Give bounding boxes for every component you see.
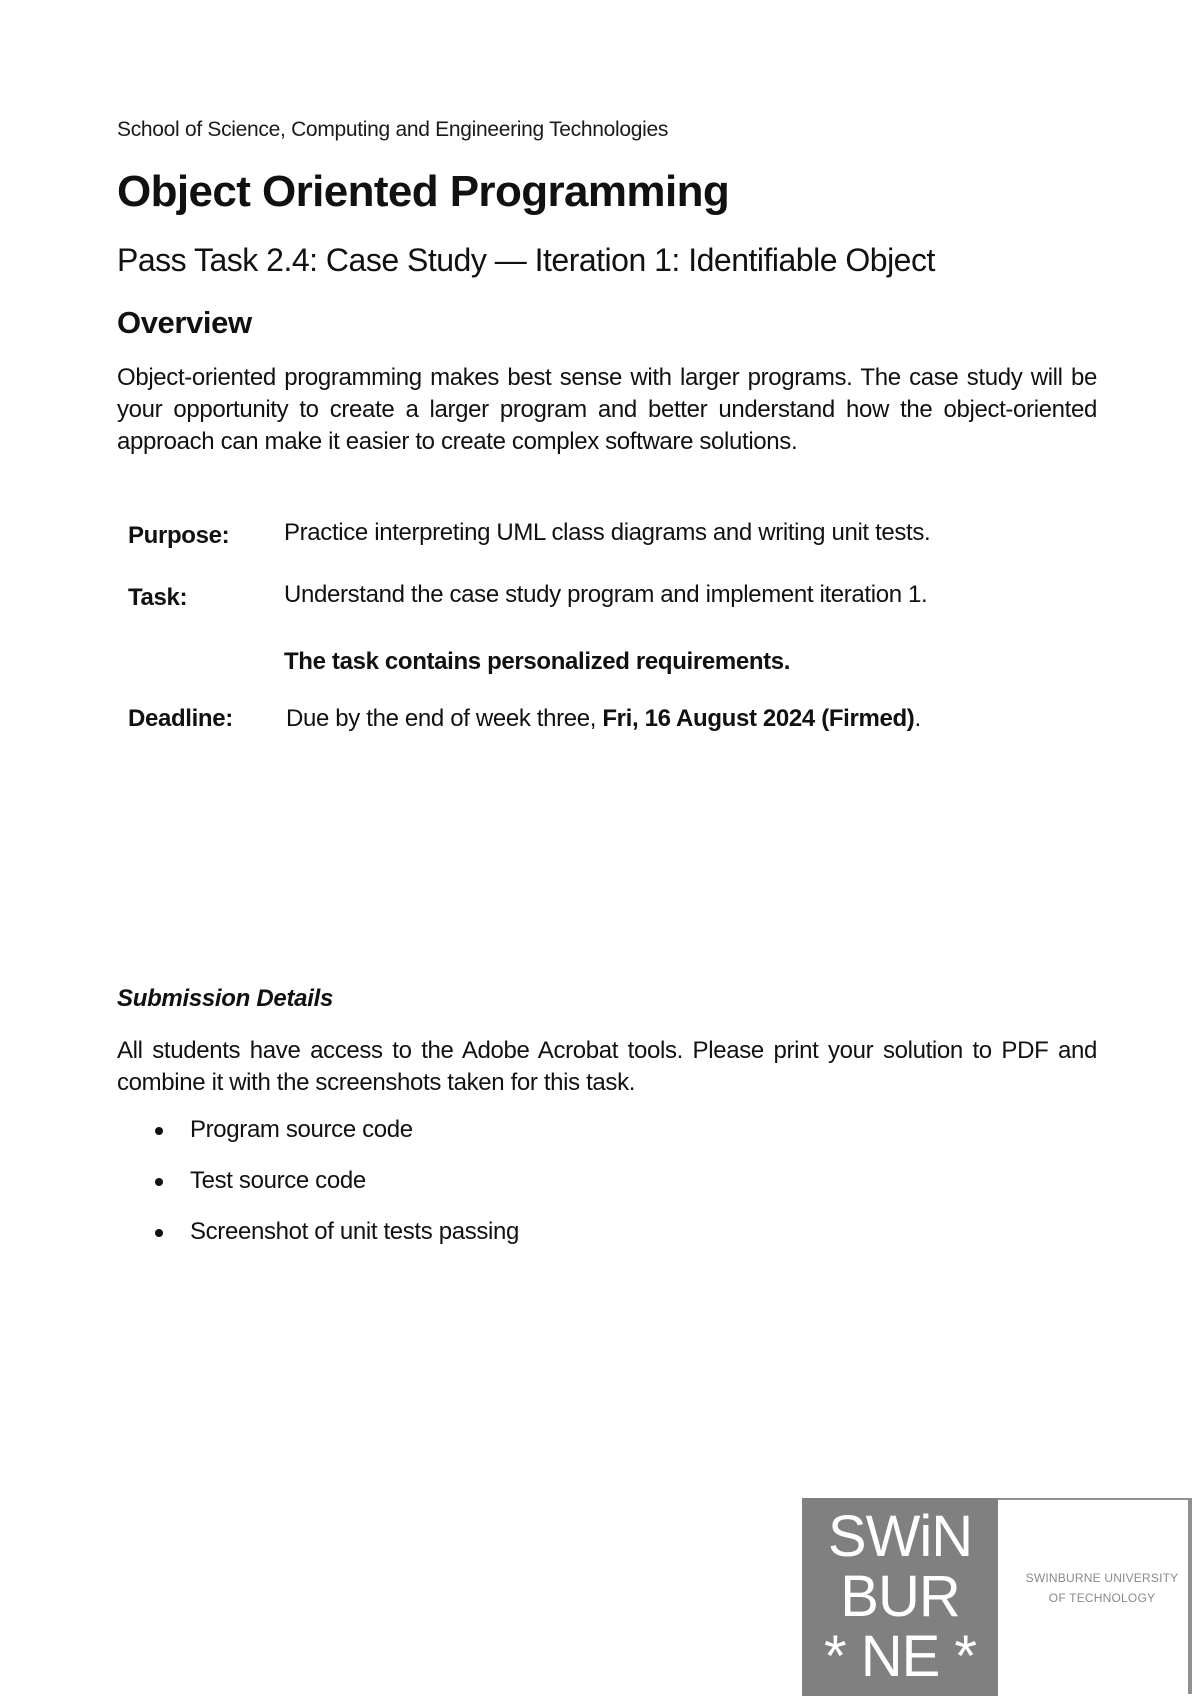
logo-caption-line: OF TECHNOLOGY xyxy=(1048,1591,1156,1605)
deadline-suffix: . xyxy=(914,705,921,732)
submission-list xyxy=(150,1116,519,1269)
university-logo xyxy=(802,1498,1192,1696)
deadline-date: Fri, 16 August 2024 (Firmed) xyxy=(602,705,915,732)
task-title: Pass Task 2.4: Case Study — Iteration 1: Identifiable Object xyxy=(117,242,935,278)
logo-mark xyxy=(802,1498,998,1696)
task-label: Task: xyxy=(128,584,188,611)
submission-heading: Submission Details xyxy=(117,985,333,1012)
deadline-value xyxy=(286,705,921,733)
purpose-value: Practice interpreting UML class diagrams and writing unit tests. xyxy=(284,519,931,546)
unit-title: Object Oriented Programming xyxy=(117,167,730,216)
bullet-icon xyxy=(155,1229,163,1237)
list-item-text: Test source code xyxy=(190,1167,366,1194)
purpose-label: Purpose: xyxy=(128,522,230,549)
task-value: Understand the case study program and implement iteration 1. xyxy=(284,581,928,608)
list-item-text: Screenshot of unit tests passing xyxy=(190,1218,519,1245)
logo-caption-line: SWINBURNE UNIVERSITY xyxy=(1025,1571,1179,1585)
logo-line: BUR xyxy=(840,1564,960,1629)
task-note: The task contains personalized requirements. xyxy=(284,648,791,675)
logo-line: * NE * xyxy=(824,1624,976,1689)
deadline-label: Deadline: xyxy=(128,705,233,732)
list-item-text: Program source code xyxy=(190,1116,413,1143)
deadline-prefix: Due by the end of week three, xyxy=(286,705,603,732)
list-item xyxy=(150,1218,519,1269)
logo-caption xyxy=(1022,1568,1182,1608)
list-item xyxy=(150,1116,519,1167)
bullet-icon xyxy=(155,1178,163,1186)
bullet-icon xyxy=(155,1127,163,1135)
logo-line: SWiN xyxy=(827,1504,973,1569)
overview-text: Object-oriented programming makes best sense with larger programs. The case study will be your opportunity to create a larger program and better understand how the object-oriented approach can make it easier to create complex software solutions. xyxy=(117,364,1097,455)
submission-text: All students have access to the Adobe Acrobat tools. Please print your solution to PDF and combine it with the screenshots taken for this task. xyxy=(117,1037,1097,1096)
school-name: School of Science, Computing and Engineering Technologies xyxy=(117,118,669,141)
overview-heading: Overview xyxy=(117,305,252,340)
list-item xyxy=(150,1167,519,1218)
